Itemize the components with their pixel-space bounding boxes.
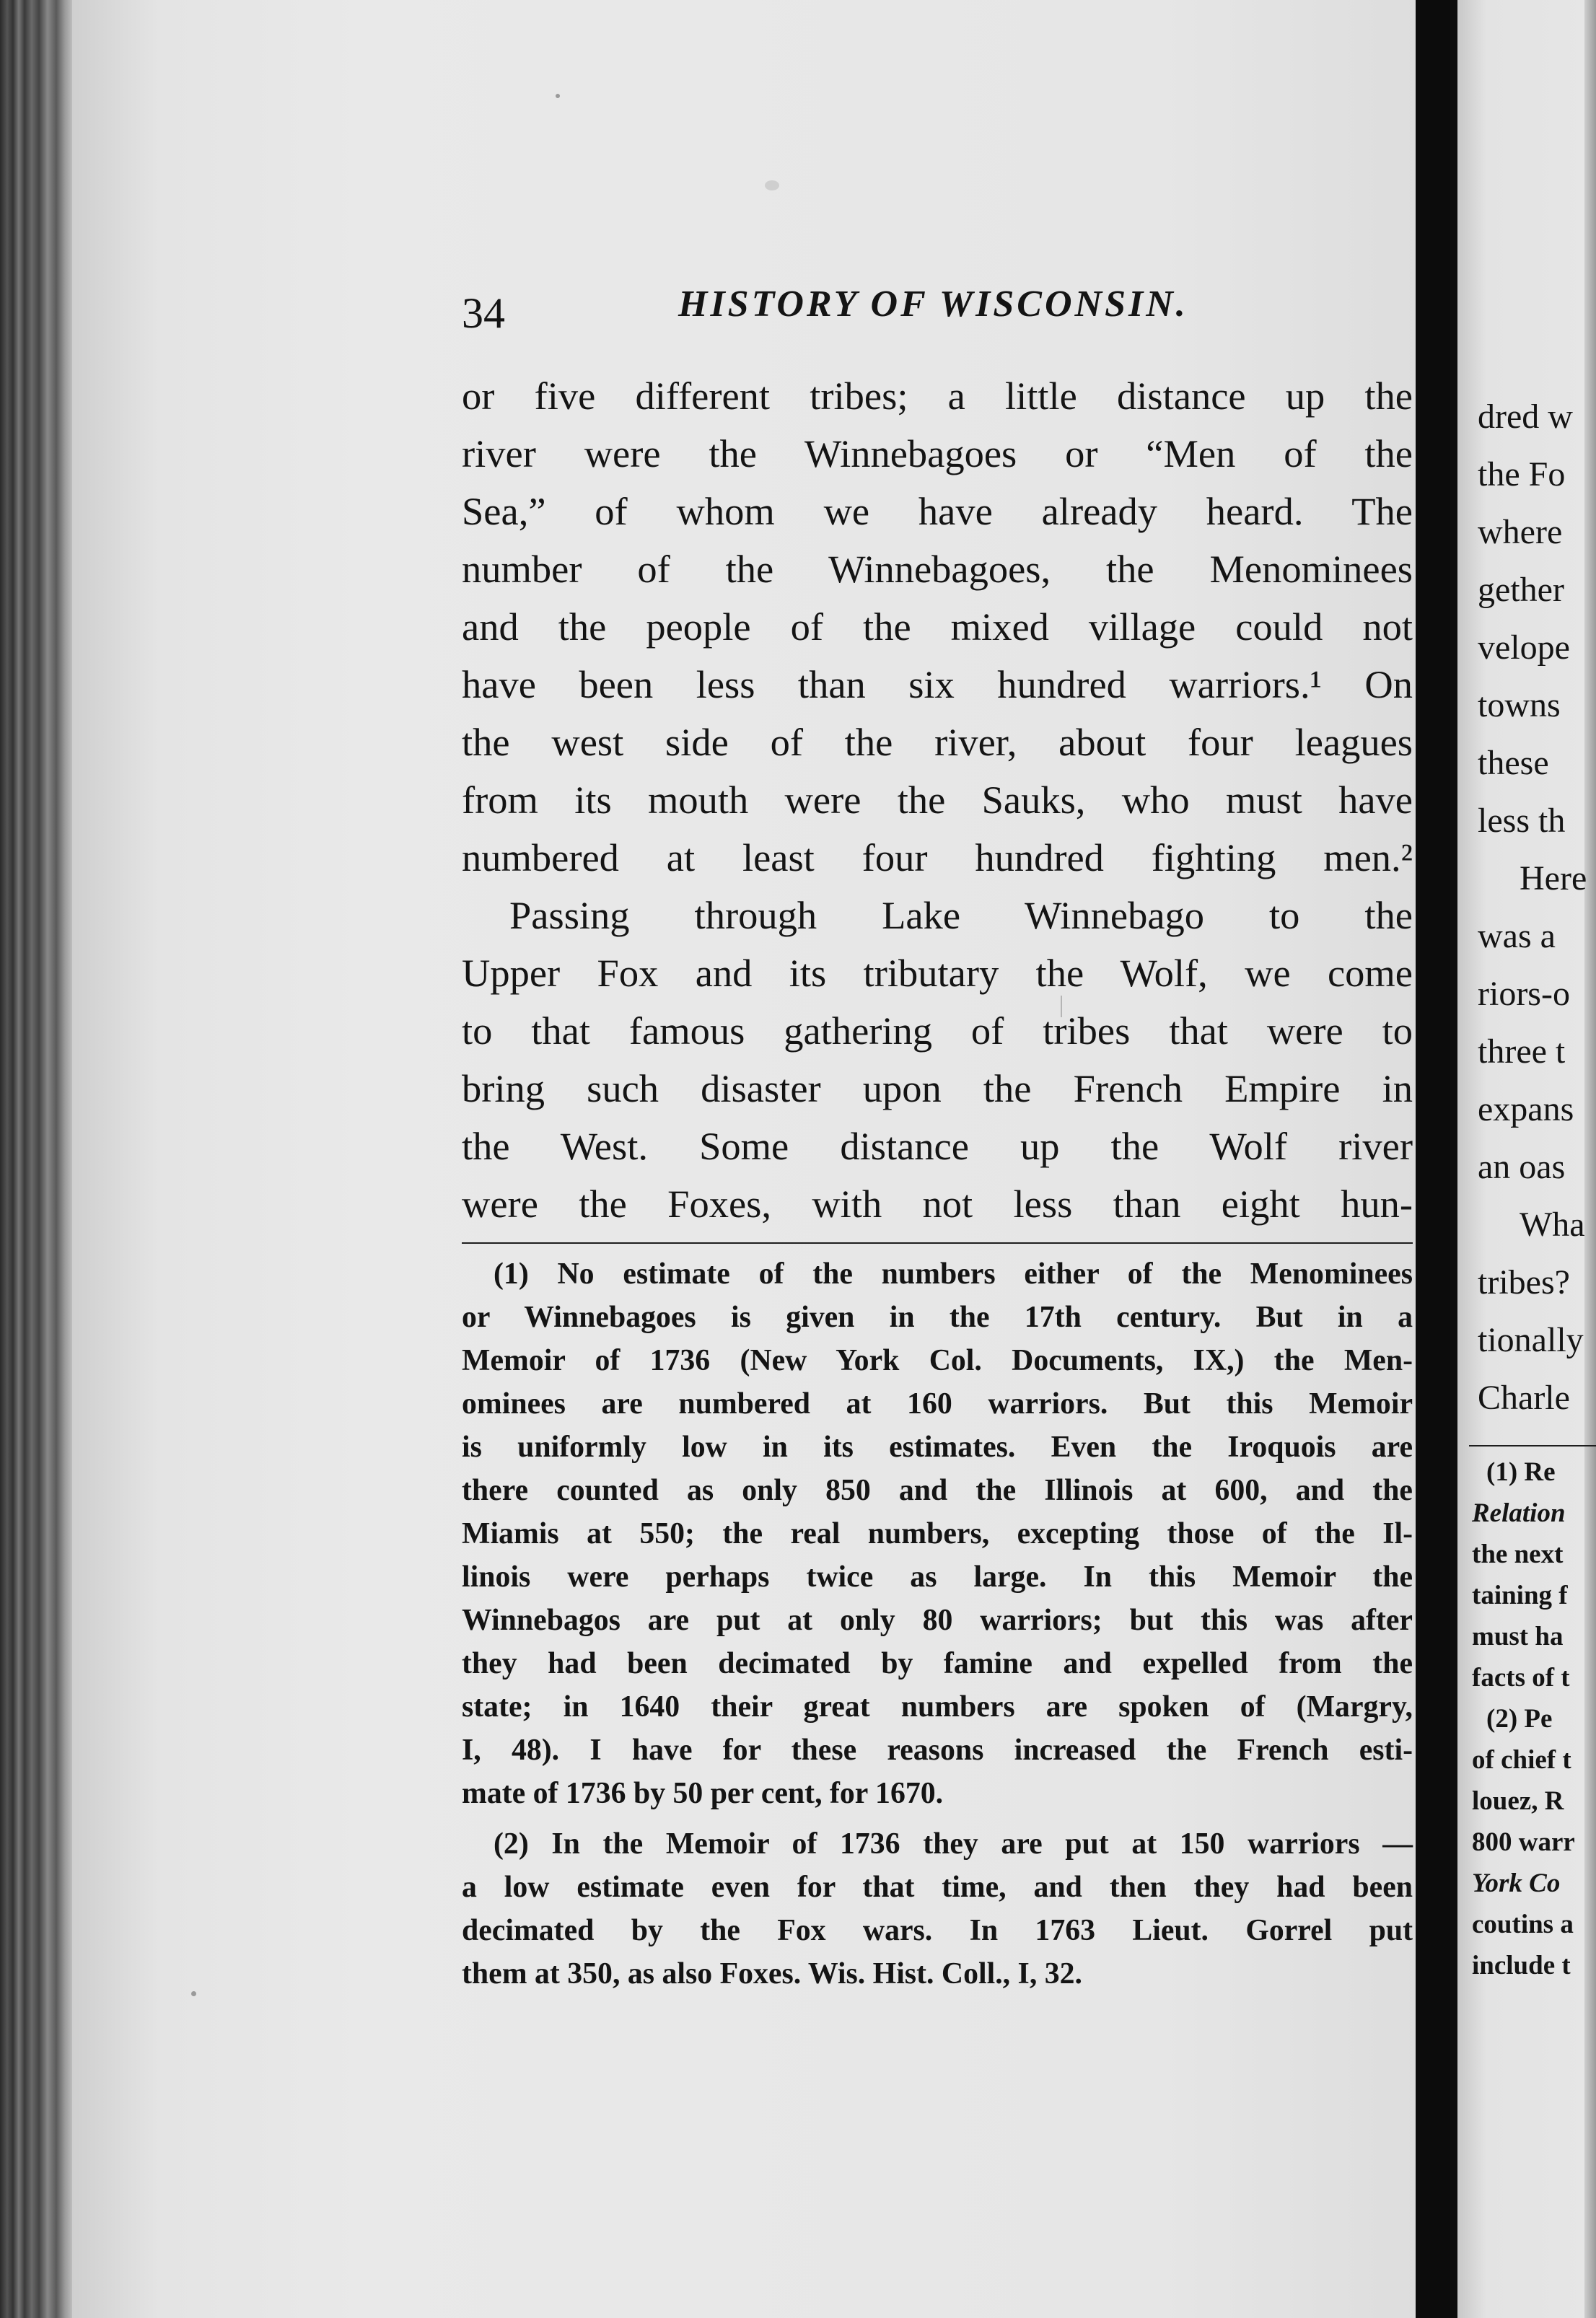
footnote-line: mate of 1736 by 50 per cent, for 1670. <box>462 1777 944 1810</box>
body-line: the West. Some distance up the Wolf river <box>462 1124 1413 1168</box>
right-footnote-line: of chief t <box>1472 1745 1571 1775</box>
page-gutter <box>1416 0 1457 2318</box>
page-number: 34 <box>462 289 505 337</box>
footnote-line: linois were perhaps twice as large. In this Memoir the <box>462 1560 1413 1594</box>
right-footnote-line: York Co <box>1472 1869 1561 1898</box>
right-footnote-line: facts of t <box>1472 1663 1570 1693</box>
right-page-line: was a <box>1478 917 1556 955</box>
right-footnote-rule <box>1469 1445 1596 1446</box>
right-footnote-line: must ha <box>1472 1622 1564 1651</box>
footnote-line: Winnebagos are put at only 80 warriors; but this was after <box>462 1604 1413 1637</box>
right-footnote-line: include t <box>1472 1951 1571 1980</box>
body-line: number of the Winnebagoes, the Menominees <box>462 547 1413 591</box>
right-page-line: Charle <box>1478 1379 1570 1417</box>
body-line: the west side of the river, about four leagues <box>462 720 1413 764</box>
body-line: were the Foxes, with not less than eight hun- <box>462 1182 1413 1226</box>
right-page-line: expans <box>1478 1090 1574 1128</box>
running-head: HISTORY OF WISCONSIN. <box>678 284 1188 325</box>
right-footnote-line: taining f <box>1472 1581 1568 1610</box>
right-footnote-line: (2) Pe <box>1486 1704 1553 1734</box>
right-page-line: less th <box>1478 802 1566 840</box>
body-line: Upper Fox and its tributary the Wolf, we come <box>462 951 1413 995</box>
body-line: numbered at least four hundred fighting men.² <box>462 835 1413 879</box>
body-line: and the people of the mixed village could not <box>462 605 1413 649</box>
body-line: to that famous gathering of tribes that were to <box>462 1009 1413 1053</box>
right-page-edge <box>1584 0 1596 2318</box>
right-page-line: three t <box>1478 1032 1566 1071</box>
footnote-line: there counted as only 850 and the Illinois at 600, and the <box>462 1474 1413 1507</box>
footnote-line: I, 48). I have for these reasons increased the French esti- <box>462 1734 1413 1767</box>
footnote-rule <box>462 1242 1413 1244</box>
right-page-line: towns <box>1478 686 1561 724</box>
right-page-line: an oas <box>1478 1148 1566 1186</box>
footnote-line: decimated by the Fox wars. In 1763 Lieut. Gorrel put <box>462 1914 1413 1947</box>
footnote-line: state; in 1640 their great numbers are spoken of (Margry, <box>462 1690 1413 1724</box>
body-line: Passing through Lake Winnebago to the <box>509 893 1413 937</box>
right-footnote-line: coutins a <box>1472 1910 1574 1939</box>
body-line: Sea,” of whom we have already heard. The <box>462 489 1413 533</box>
footnote-line: or Winnebagoes is given in the 17th century. But in a <box>462 1301 1413 1334</box>
right-footnote-line: louez, R <box>1472 1786 1564 1816</box>
right-page-line: these <box>1478 744 1549 782</box>
footnote-line: a low estimate even for that time, and then they had been <box>462 1871 1413 1904</box>
right-page-line: tribes? <box>1478 1263 1570 1301</box>
body-line: bring such disaster upon the French Empire in <box>462 1066 1413 1110</box>
right-page-line: gether <box>1478 571 1564 609</box>
right-footnote-line: (1) Re <box>1486 1457 1556 1487</box>
paper-speck <box>191 1991 196 1996</box>
paper-speck <box>556 94 560 98</box>
paper-speck <box>765 180 779 190</box>
footnote-line: (1) No estimate of the numbers either of the Menominees <box>494 1257 1413 1291</box>
right-page-line: the Fo <box>1478 455 1566 493</box>
right-page-line: riors-o <box>1478 975 1570 1013</box>
right-page-line: velope <box>1478 628 1570 667</box>
body-line: river were the Winnebagoes or “Men of the <box>462 431 1413 475</box>
right-page-line: tionally <box>1478 1321 1584 1359</box>
right-page-line: dred w <box>1478 398 1573 436</box>
right-footnote-line: Relation <box>1472 1498 1566 1528</box>
right-page-line: Wha <box>1520 1206 1585 1244</box>
right-page-line: Here <box>1520 859 1587 897</box>
right-page-line: where <box>1478 513 1563 551</box>
body-line: have been less than six hundred warriors.¹ On <box>462 662 1413 706</box>
footnote-line: they had been decimated by famine and expelled from the <box>462 1647 1413 1680</box>
right-footnote-line: the next <box>1472 1540 1564 1569</box>
right-footnote-line: 800 warr <box>1472 1827 1575 1857</box>
footnote-line: Miamis at 550; the real numbers, excepting those of the Il- <box>462 1517 1413 1550</box>
body-line: from its mouth were the Sauks, who must have <box>462 778 1413 822</box>
footnote-line: ominees are numbered at 160 warriors. But this Memoir <box>462 1387 1413 1421</box>
footnote-line: Memoir of 1736 (New York Col. Documents, IX,) the Men- <box>462 1344 1413 1377</box>
footnote-line: them at 350, as also Foxes. Wis. Hist. Coll., I, 32. <box>462 1957 1082 1990</box>
body-line: or five different tribes; a little distance up the <box>462 374 1413 418</box>
footnote-line: (2) In the Memoir of 1736 they are put at 150 warriors — <box>494 1827 1413 1861</box>
book-spine-edge <box>0 0 72 2318</box>
footnote-line: is uniformly low in its estimates. Even the Iroquois are <box>462 1431 1413 1464</box>
